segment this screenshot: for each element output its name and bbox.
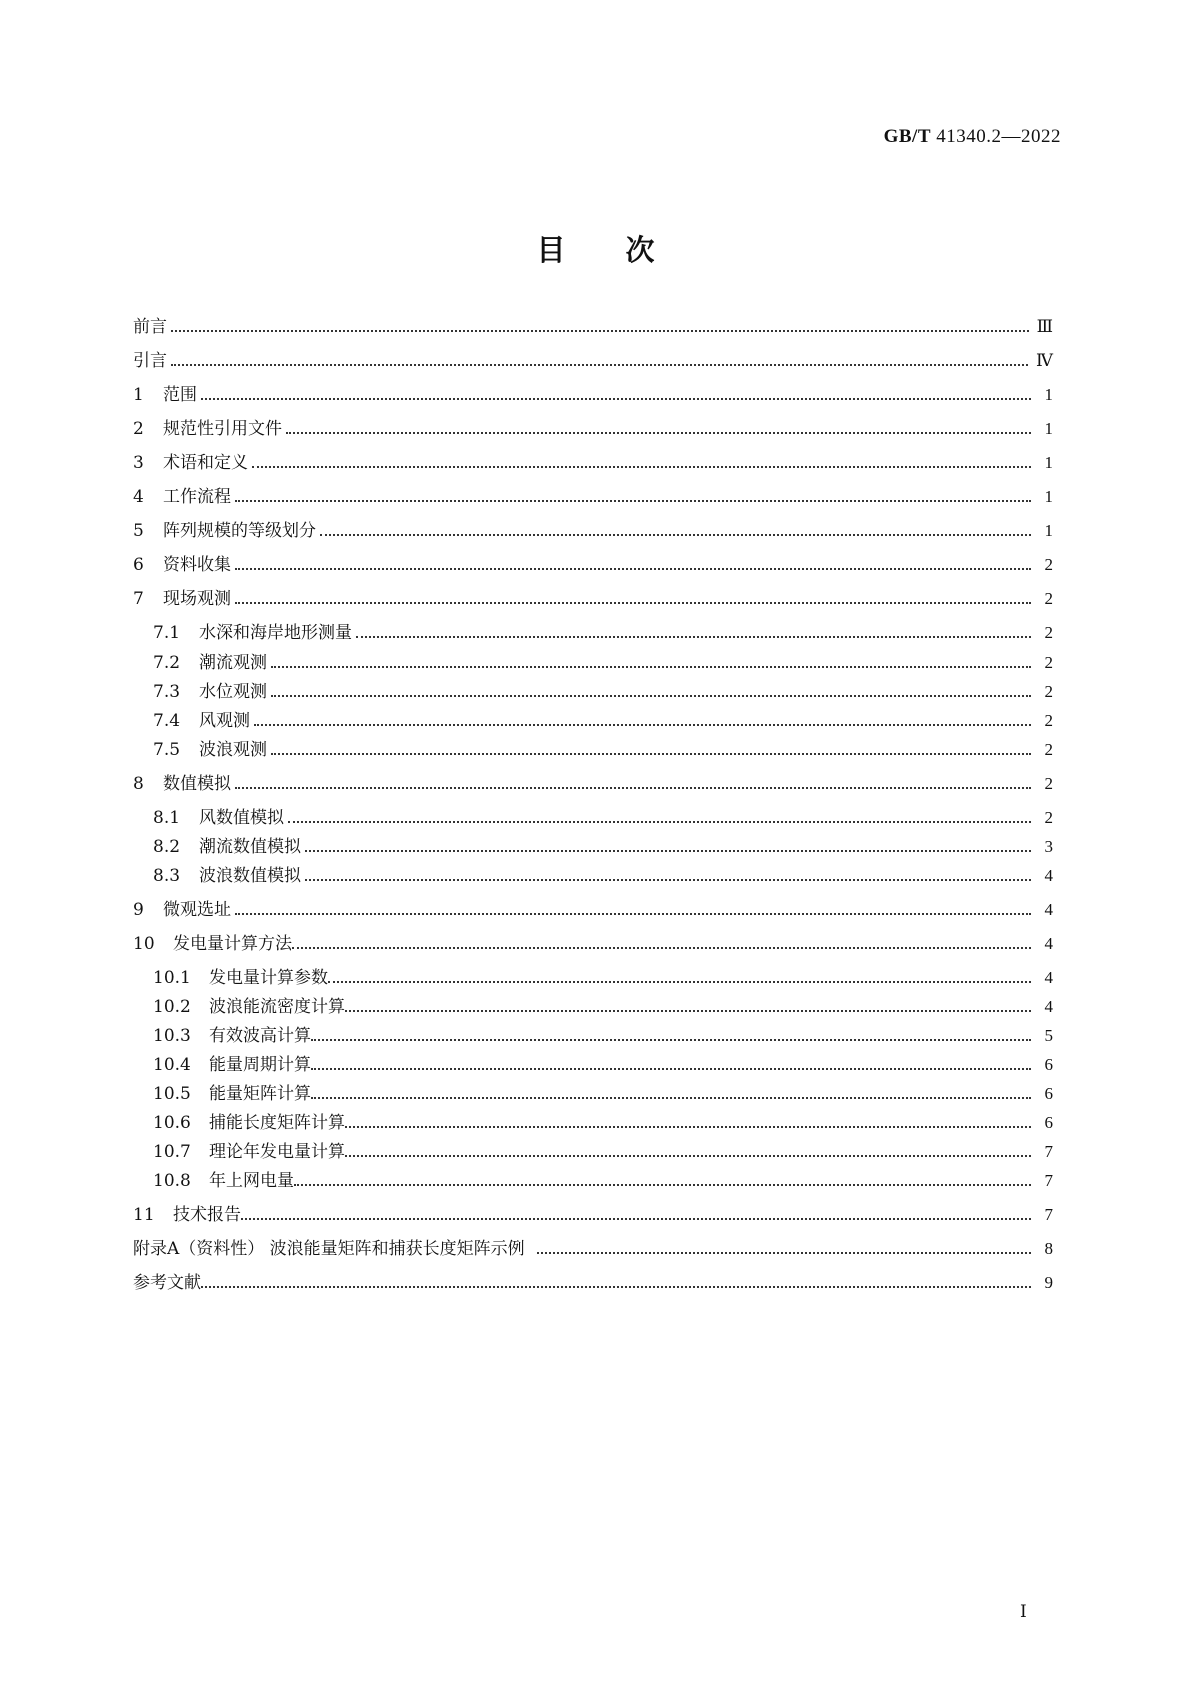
toc-label: 发电量计算方法 (173, 934, 292, 954)
standard-code (884, 126, 1061, 148)
toc-number: 5 (133, 521, 144, 541)
toc-page: 4 (1044, 900, 1053, 919)
title-char-2: 次 (625, 233, 655, 267)
toc-label: 引言 (133, 351, 167, 371)
toc-label: 规范性引用文件 (163, 419, 282, 439)
dot-leader (305, 864, 1031, 888)
toc-label: 现场观测 (163, 589, 231, 609)
toc-page: 1 (1044, 385, 1053, 404)
toc-number: 1 (133, 385, 144, 405)
toc-page: 2 (1044, 682, 1053, 701)
toc-number: 8.3 (153, 866, 181, 886)
toc-entry-7-1[interactable] (133, 621, 1053, 645)
toc-entry-10-1[interactable] (133, 966, 1053, 990)
dot-leader (171, 349, 1028, 373)
toc-page: 2 (1044, 740, 1053, 759)
dot-leader (171, 315, 1029, 339)
toc-page: 4 (1044, 968, 1053, 987)
toc-label: 范围 (163, 385, 197, 405)
toc-number: 7.2 (153, 653, 181, 673)
dot-leader (320, 519, 1031, 543)
toc-page: 4 (1044, 934, 1053, 953)
toc-page: 7 (1044, 1171, 1053, 1190)
toc-label: 前言 (133, 317, 167, 337)
dot-leader (311, 1082, 1031, 1106)
toc-label: 阵列规模的等级划分 (163, 521, 316, 541)
toc-label: 能量周期计算 (209, 1055, 311, 1075)
dot-leader (235, 772, 1031, 796)
toc-entry-11[interactable] (133, 1203, 1053, 1227)
toc-number: 8.2 (153, 837, 181, 857)
toc-page: 2 (1044, 711, 1053, 730)
toc-page: 1 (1044, 521, 1053, 540)
toc-number: 10.2 (153, 997, 191, 1017)
toc-entry-8-2[interactable] (133, 835, 1053, 859)
toc-entry-bibliography[interactable] (133, 1271, 1053, 1295)
toc-page: 1 (1044, 419, 1053, 438)
toc-page: 1 (1044, 453, 1053, 472)
toc-number: 7.3 (153, 682, 181, 702)
toc-entry-4[interactable] (133, 485, 1053, 509)
standard-prefix: GB/T (883, 126, 931, 147)
toc-label: 波浪数值模拟 (199, 866, 301, 886)
toc-label: 捕能长度矩阵计算 (209, 1113, 345, 1133)
toc-label: 年上网电量 (209, 1171, 294, 1191)
toc-number: 6 (133, 555, 144, 575)
toc-entry-foreword[interactable] (133, 315, 1053, 339)
toc-number: 10.3 (153, 1026, 191, 1046)
toc-page: Ⅲ (1036, 317, 1053, 336)
page-title (0, 228, 1191, 269)
toc-number: 7.1 (153, 623, 181, 643)
dot-leader (252, 451, 1031, 475)
dot-leader (201, 1271, 1031, 1295)
toc-entry-10-6[interactable] (133, 1111, 1053, 1135)
dot-leader (292, 932, 1031, 956)
dot-leader (356, 621, 1031, 645)
toc-label: 风数值模拟 (199, 808, 284, 828)
toc-number: 3 (133, 453, 144, 473)
dot-leader (311, 1024, 1031, 1048)
toc-label: 潮流观测 (199, 653, 267, 673)
dot-leader (271, 738, 1031, 762)
dot-leader (288, 806, 1031, 830)
toc-entry-10-5[interactable] (133, 1082, 1053, 1106)
toc-number: 11 (133, 1205, 155, 1225)
toc-page: 3 (1044, 837, 1053, 856)
dot-leader (345, 1111, 1031, 1135)
toc-number: 8.1 (153, 808, 181, 828)
toc-label: 术语和定义 (163, 453, 248, 473)
dot-leader (235, 587, 1031, 611)
toc-page: 4 (1044, 866, 1053, 885)
toc-page: 7 (1044, 1205, 1053, 1224)
dot-leader (294, 1169, 1031, 1193)
toc-label: 波浪观测 (199, 740, 267, 760)
dot-leader (254, 709, 1031, 733)
dot-leader (311, 1053, 1031, 1077)
dot-leader (345, 995, 1031, 1019)
toc-entry-introduction[interactable] (133, 349, 1053, 373)
toc-page: 7 (1044, 1142, 1053, 1161)
toc-entry-6[interactable] (133, 553, 1053, 577)
dot-leader (241, 1203, 1031, 1227)
toc-label: 微观选址 (163, 900, 231, 920)
toc-number: 10.8 (153, 1171, 191, 1191)
toc-number: 10.5 (153, 1084, 191, 1104)
toc-label: 发电量计算参数 (209, 968, 328, 988)
toc-label: 波浪能流密度计算 (209, 997, 345, 1017)
toc-page: 5 (1044, 1026, 1053, 1045)
toc-page: 2 (1044, 589, 1053, 608)
toc-number: 8 (133, 774, 144, 794)
dot-leader (235, 553, 1031, 577)
toc-label: 附录A（资料性） 波浪能量矩阵和捕获长度矩阵示例 (133, 1239, 525, 1259)
toc-entry-2[interactable] (133, 417, 1053, 441)
toc-label: 理论年发电量计算 (209, 1142, 345, 1162)
dot-leader (201, 383, 1031, 407)
toc-label: 潮流数值模拟 (199, 837, 301, 857)
toc-page: 1 (1044, 487, 1053, 506)
toc-entry-10-7[interactable] (133, 1140, 1053, 1164)
toc-label: 风观测 (199, 711, 250, 731)
toc-page: 2 (1044, 774, 1053, 793)
toc-entry-7-3[interactable] (133, 680, 1053, 704)
toc-entry-8-1[interactable] (133, 806, 1053, 830)
toc-label: 能量矩阵计算 (209, 1084, 311, 1104)
toc-entry-10-8[interactable] (133, 1169, 1053, 1193)
toc-entry-8[interactable] (133, 772, 1053, 796)
toc-number: 4 (133, 487, 144, 507)
toc-label: 资料收集 (163, 555, 231, 575)
toc-entry-1[interactable] (133, 383, 1053, 407)
toc-entry-7-5[interactable] (133, 738, 1053, 762)
dot-leader (286, 417, 1031, 441)
toc-page: 2 (1044, 653, 1053, 672)
toc-number: 10 (133, 934, 155, 954)
dot-leader (235, 485, 1031, 509)
toc-entry-10[interactable] (133, 932, 1053, 956)
toc-number: 7.5 (153, 740, 181, 760)
toc-label: 水位观测 (199, 682, 267, 702)
toc-entry-5[interactable] (133, 519, 1053, 543)
toc-entry-7[interactable] (133, 587, 1053, 611)
toc-entry-appendix-a[interactable] (133, 1237, 1053, 1261)
toc-page: 2 (1044, 555, 1053, 574)
page-number: Ⅰ (1020, 1602, 1027, 1621)
toc-label: 参考文献 (133, 1273, 201, 1293)
toc-label: 水深和海岸地形测量 (199, 623, 352, 643)
dot-leader (345, 1140, 1031, 1164)
toc-label: 有效波高计算 (209, 1026, 311, 1046)
toc-number: 7 (133, 589, 144, 609)
dot-leader (271, 651, 1031, 675)
toc-page: 2 (1044, 623, 1053, 642)
toc-label: 数值模拟 (163, 774, 231, 794)
toc-page: 8 (1044, 1239, 1053, 1258)
toc-number: 10.6 (153, 1113, 191, 1133)
toc-number: 7.4 (153, 711, 181, 731)
toc-number: 2 (133, 419, 144, 439)
dot-leader (305, 835, 1031, 859)
toc-number: 9 (133, 900, 144, 920)
toc-page: 6 (1044, 1055, 1053, 1074)
toc-entry-3[interactable] (133, 451, 1053, 475)
dot-leader (328, 966, 1031, 990)
toc-label: 技术报告 (173, 1205, 241, 1225)
toc-entry-10-4[interactable] (133, 1053, 1053, 1077)
toc-number: 10.4 (153, 1055, 191, 1075)
toc-number: 10.7 (153, 1142, 191, 1162)
toc-entry-7-2[interactable] (133, 651, 1053, 675)
toc-entry-10-2[interactable] (133, 995, 1053, 1019)
dot-leader (537, 1237, 1031, 1261)
toc-entry-8-3[interactable] (133, 864, 1053, 888)
dot-leader (235, 898, 1031, 922)
toc-page: 4 (1044, 997, 1053, 1016)
standard-number: 41340.2—2022 (936, 126, 1061, 147)
title-char-1: 目 (536, 233, 566, 267)
toc-page: 6 (1044, 1084, 1053, 1103)
toc-page: Ⅳ (1036, 351, 1053, 370)
toc-page: 9 (1044, 1273, 1053, 1292)
toc-entry-7-4[interactable] (133, 709, 1053, 733)
toc-page: 2 (1044, 808, 1053, 827)
toc-label: 工作流程 (163, 487, 231, 507)
toc-number: 10.1 (153, 968, 191, 988)
toc-entry-10-3[interactable] (133, 1024, 1053, 1048)
dot-leader (271, 680, 1031, 704)
toc-entry-9[interactable] (133, 898, 1053, 922)
toc-page: 6 (1044, 1113, 1053, 1132)
